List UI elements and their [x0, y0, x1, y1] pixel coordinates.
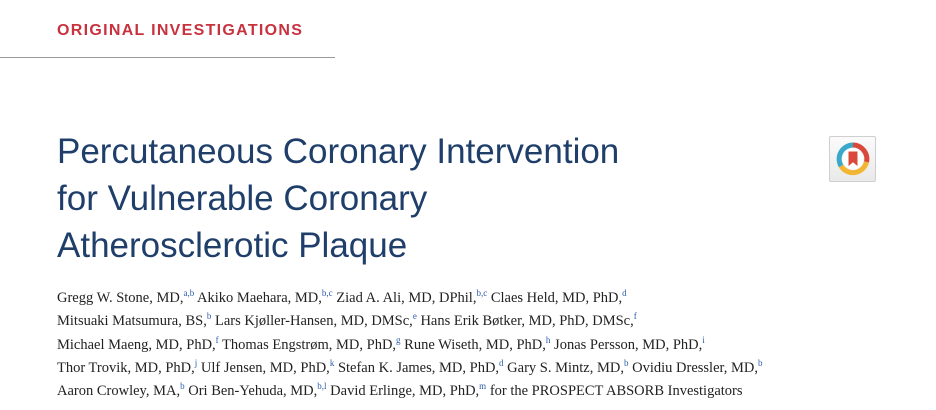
affiliation-superscript[interactable]: g	[396, 334, 401, 345]
author-name: Gregg W. Stone, MD,	[57, 290, 184, 306]
affiliation-superscript[interactable]: b	[758, 358, 763, 369]
author-name: Ovidiu Dressler, MD,	[628, 359, 758, 376]
author-name: Ori Ben-Yehuda, MD,	[184, 383, 318, 400]
author-name: Ziad A. Ali, MD, DPhil,	[332, 290, 477, 306]
crossmark-button[interactable]	[829, 136, 876, 182]
crossmark-icon	[836, 142, 870, 176]
author-name: for the PROSPECT ABSORB Investigators	[486, 383, 743, 400]
affiliation-superscript[interactable]: f	[633, 311, 637, 322]
author-name: Aaron Crowley, MA,	[57, 383, 181, 400]
affiliation-superscript[interactable]: i	[702, 334, 705, 345]
affiliation-superscript[interactable]: a,b	[183, 288, 195, 299]
affiliation-superscript[interactable]: d	[499, 358, 504, 369]
affiliation-superscript[interactable]: h	[545, 334, 551, 345]
affiliation-superscript[interactable]: b	[623, 358, 629, 369]
author-name: Akiko Maehara, MD,	[194, 290, 322, 306]
affiliation-superscript[interactable]: k	[329, 358, 335, 369]
affiliation-superscript[interactable]: e	[412, 311, 417, 322]
title-line: Atherosclerotic Plaque	[57, 226, 408, 265]
section-label: ORIGINAL INVESTIGATIONS	[57, 22, 304, 39]
author-name: Rune Wiseth, MD, PhD,	[400, 336, 546, 353]
affiliation-superscript[interactable]: m	[479, 381, 487, 392]
author-line	[57, 310, 927, 333]
author-name: Lars Kjøller-Hansen, MD, DMSc,	[211, 313, 413, 330]
affiliation-superscript[interactable]: b	[180, 381, 185, 392]
author-name: Stefan K. James, MD, PhD,	[334, 359, 500, 376]
author-name: Mitsuaki Matsumura, BS,	[57, 313, 207, 330]
author-name: Michael Maeng, MD, PhD,	[57, 336, 216, 353]
author-name: Thor Trovik, MD, PhD,	[57, 359, 195, 376]
author-name: David Erlinge, MD, PhD,	[326, 383, 480, 400]
author-line	[57, 334, 927, 357]
author-name: Claes Held, MD, PhD,	[487, 290, 623, 306]
affiliation-superscript[interactable]: j	[194, 358, 198, 369]
author-line	[57, 357, 927, 380]
affiliation-superscript[interactable]: d	[622, 288, 627, 299]
affiliation-superscript[interactable]: b,l	[317, 381, 327, 392]
author-list	[57, 287, 927, 403]
author-name: Jonas Persson, MD, PhD,	[550, 336, 703, 353]
affiliation-superscript[interactable]: b,c	[476, 288, 488, 299]
author-name: Ulf Jensen, MD, PhD,	[197, 359, 330, 376]
affiliation-superscript[interactable]: b,c	[321, 288, 333, 299]
author-name: Thomas Engstrøm, MD, PhD,	[218, 336, 397, 353]
article-title	[57, 128, 817, 269]
author-name: Hans Erik Bøtker, MD, PhD, DMSc,	[416, 313, 634, 330]
title-line: for Vulnerable Coronary	[57, 179, 428, 218]
affiliation-superscript[interactable]: f	[215, 334, 219, 345]
author-line	[57, 287, 927, 310]
author-line	[57, 380, 927, 403]
section-divider	[0, 57, 335, 58]
affiliation-superscript[interactable]: b	[206, 311, 212, 322]
author-name: Gary S. Mintz, MD,	[503, 359, 624, 376]
title-line: Percutaneous Coronary Intervention	[57, 132, 620, 171]
